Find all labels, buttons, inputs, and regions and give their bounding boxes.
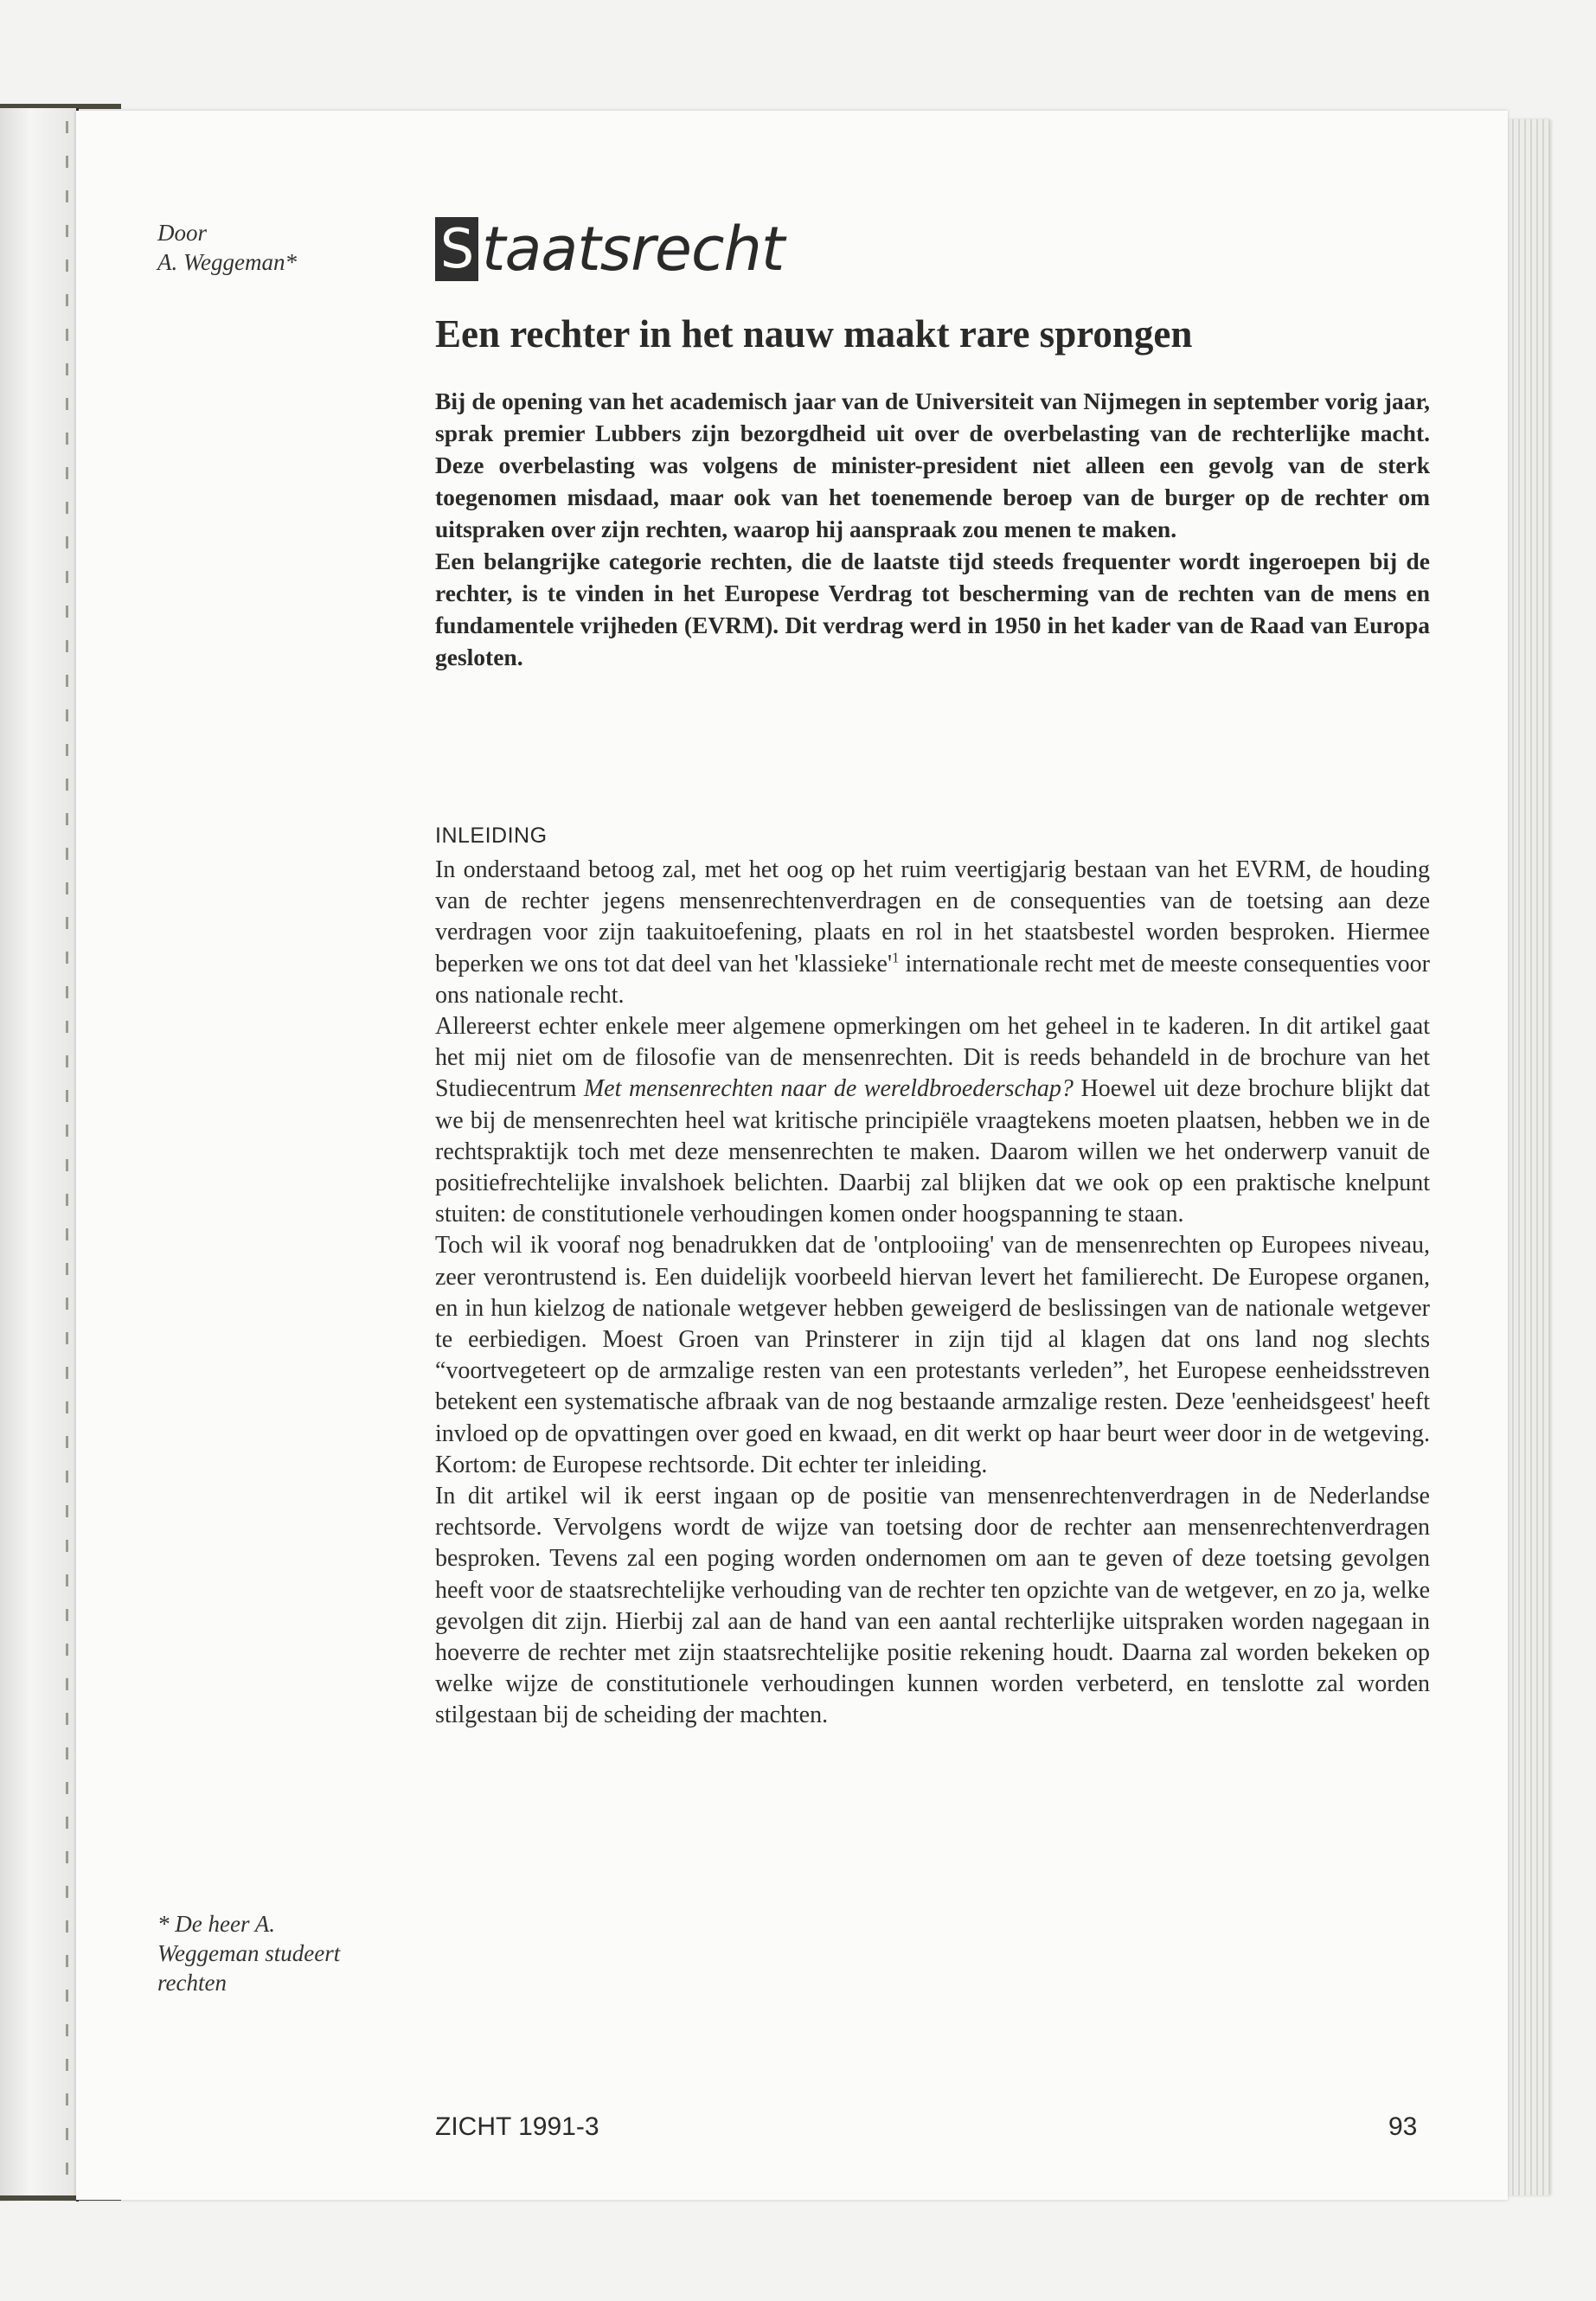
body-paragraph: Allereerst echter enkele meer algemene opmerkingen om het geheel in te kaderen. In dit artikel gaat het mij niet om de filosofie van de mensenrechten. Dit is reeds behandeld in de brochure van het Studiecentrum Met mensenrechten naar de wereldbroederschap? Hoewel uit deze brochure blijkt dat we bij de mensenrechten heel wat kritische principiële vraagtekens moeten plaatsen, hebben we in de rechtspraktijk toch met deze mensenrechten te maken. Daarom willen we het onderwerp vanuit de positiefrechtelijke invalshoek belichten. Daarbij zal blijken dat we ook op een praktische knelpunt stuiten: de constitutionele verhoudingen komen onder hoogspanning te staan. [435,1013,1431,1228]
lead-paragraph: Een belangrijke categorie rechten, die de laatste tijd steeds frequenter wordt ingeroepen bij de rechter, is te vinden in het Europese Verdrag tot bescherming van de rechten van de mens en fundamentele vrijheden (EVRM). Dit verdrag werd in 1950 in het kader van de Raad van Europa gesloten. [435,548,1430,670]
footnote-reference: 1 [892,949,900,966]
author-name: A. Weggeman* [157,249,297,275]
page-stack-edges [1508,119,1549,2195]
body-paragraph: In dit artikel wil ik eerst ingaan op de positie van mensenrechtenverdragen in de Nederlandse rechtsorde. Vervolgens wordt de wijze van toetsing door de rechter aan mensenrechtenverdragen besproken. Tevens zal een poging worden ondernomen om aan te geven of deze toetsing gevolgen heeft voor de staatsrechtelijke verhouding van de rechter ten opzichte van de wetgever, en zo ja, welke gevolgen dit zijn. Hierbij zal aan de hand van een aantal rechterlijke uitspraken worden nagegaan in hoeverre de rechter met zijn staatsrechtelijke positie rekening houdt. Daarna zal worden bekeken op welke wijze de constitutionele verhoudingen kunnen worden verbeterd, en tenslotte zal worden stilgestaan bij de scheiding der machten. [435,1483,1430,1729]
lead-paragraph: Bij de opening van het academisch jaar van de Universiteit van Nijmegen in september vorig jaar, sprak premier Lubbers zijn bezorgdheid uit over de overbelasting van de rechterlijke macht. Deze overbelasting was volgens de minister-president niet alleen een gevolg van de sterk toegenomen misdaad, maar ook van het toenemende beroep van de burger op de rechter om uitspraken over zijn rechten, waarop hij aanspraak zou menen te maken. [435,388,1430,542]
section-title-rest: taatsrecht [482,214,785,285]
section-initial: S [435,217,478,281]
article-body [435,855,1430,1732]
author-footnote: * De heer A. Weggeman studeert rechten [157,1911,341,1996]
body-paragraph: In onderstaand betoog zal, met het oog op het ruim veertigjarig bestaan van het EVRM, de houding van de rechter jegens mensenrechtenverdragen en de consequenties van de toetsing aan deze verdragen voor zijn taakuitoefening, plaats en rol in het staatsbestel worden besproken. Hiermee beperken we ons tot dat deel van het '$klassieke'^1$ internationale recht met de meeste consequenties voor ons nationale recht. [435,856,1430,1009]
article-headline: Een rechter in het nauw maakt rare sprongen [435,312,1193,356]
binding-stitching [66,121,68,2189]
body-paragraph: Toch wil ik vooraf nog benadrukken dat de 'ontplooiing' van de mensenrechten op Europees niveau, zeer verontrustend is. Een duidelijk voorbeeld hiervan levert het familierecht. De Europese organen, en in hun kielzog de nationale wetgever hebben geweigerd de beslissingen van de nationale wetgever te eerbiedigen. Moest Groen van Prinsterer in zijn tijd al klagen dat ons land nog slechts “voortvegeteert op de armzalige resten van een protestants verleden”, het Europese eenheidsstreven betekent een systematische afbraak van de nog bestaande armzalige resten. Deze 'eenheidsgeest' heeft invloed op de opvattingen over goed en kwaad, en dit werkt op haar beurt weer door in de wetgeving. Kortom: de Europese rechtsorde. Dit echter ter inleiding. [435,1232,1430,1478]
section-subheading: INLEIDING [435,824,548,848]
page-number: 93 [1388,2112,1418,2141]
section-title [435,206,784,292]
journal-issue: ZICHT 1991-3 [435,2112,599,2141]
author-prefix: Door [157,220,208,246]
brochure-title: Met mensenrechten naar de wereldbroederschap? [583,1075,1074,1103]
author-byline [157,218,297,277]
article-lead [435,385,1430,673]
